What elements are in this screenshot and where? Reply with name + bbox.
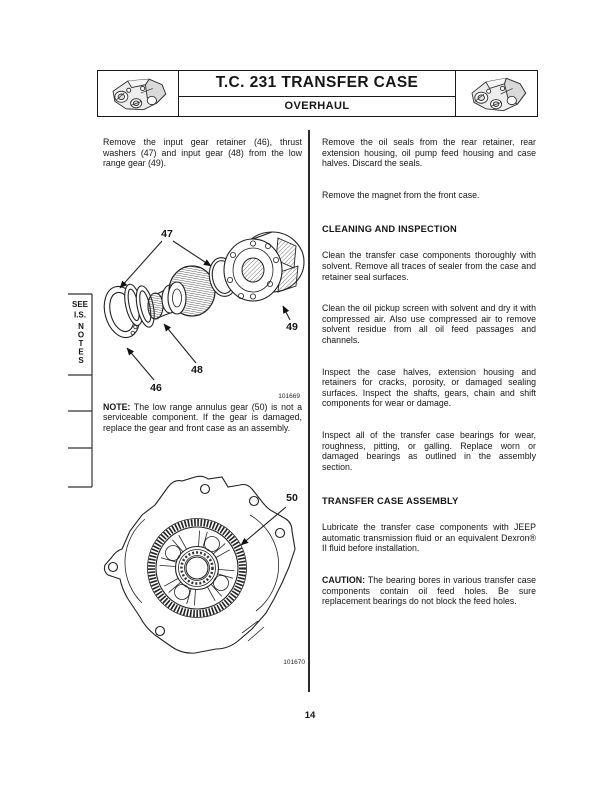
figure2-id: 101670: [283, 658, 305, 666]
note-paragraph: [103, 402, 302, 434]
tab-letter: T: [78, 339, 84, 348]
callout-47: 47: [161, 227, 173, 240]
right-para-oil-seals: Remove the oil seals from the rear retainer, rear extension housing, oil pump feed housing and case halves. Discard the seals.: [322, 137, 536, 169]
callout-50: 50: [286, 491, 298, 504]
tab-letter: O: [77, 330, 85, 340]
callout-46: 46: [150, 381, 162, 394]
right-para-magnet: Remove the magnet from the front case.: [322, 189, 480, 200]
transfer-case-icon: [101, 73, 175, 115]
tab-label-see: SEE: [71, 300, 89, 309]
see-is-notes-tab: [66, 290, 96, 492]
heading-cleaning-inspection: CLEANING AND INSPECTION: [322, 224, 457, 235]
input-gear-drawing: [148, 266, 215, 319]
page-subtitle: OVERHAUL: [284, 100, 350, 113]
caution-paragraph: [322, 575, 536, 607]
header-right-icon-box: [456, 71, 537, 116]
annulus-gear-drawing: [148, 518, 247, 617]
tab-letter: N: [78, 322, 84, 331]
tab-letter: E: [78, 347, 84, 357]
caution-text: The bearing bores in various transfer case components contain oil feed holes. Be sure replacement bearings do not block the feed holes.: [322, 575, 536, 607]
left-para-remove-input-gear: Remove the input gear retainer (46), thrust washers (47) and input gear (48) from the low range gear (49).: [103, 137, 302, 169]
header-title-block: [178, 71, 456, 116]
callout-48: 48: [191, 363, 203, 376]
right-para-lubricate: Lubricate the transfer case components with JEEP automatic transmission fluid or an equivalent Dexron® II fluid before installation.: [322, 522, 536, 554]
note-text: The low range annulus gear (50) is not a serviceable component. If the gear is damaged, replace the gear and front case as an assembly.: [103, 401, 302, 433]
transfer-case-icon: [460, 73, 534, 115]
right-para-inspect-bearings: Inspect all of the transfer case bearings for wear, roughness, pitting, or galling. Replace worn or damaged bearings as outlined in the assembly section.: [322, 429, 536, 472]
right-para-clean-components: Clean the transfer case components thoroughly with solvent. Remove all traces of sealer from the case and retainer seal surfaces.: [322, 250, 536, 282]
header-left-icon-box: [98, 71, 178, 116]
figure1-id: 101669: [278, 392, 300, 400]
page-header: [97, 70, 538, 117]
column-divider-rule: [308, 130, 310, 692]
page-number: 14: [304, 710, 316, 721]
header-title-row: [179, 71, 455, 97]
tab-label-is: I.S.: [73, 310, 87, 320]
tab-letter: S: [78, 356, 84, 365]
low-range-gear-drawing: [224, 232, 304, 301]
right-para-inspect-case-halves: Inspect the case halves, extension housing and retainers for cracks, porosity, or damaged sealing surfaces. Inspect the shafts, gears, chain and shift components for wear or damage.: [322, 366, 536, 409]
left-column: [103, 137, 305, 671]
header-subtitle-row: [179, 97, 455, 117]
figure-front-case-annulus-gear: [100, 471, 308, 671]
caution-label: CAUTION:: [322, 575, 366, 586]
note-label: NOTE:: [103, 401, 131, 412]
page-title: T.C. 231 TRANSFER CASE: [215, 74, 419, 92]
heading-transfer-case-assembly: TRANSFER CASE ASSEMBLY: [322, 496, 459, 507]
callout-49: 49: [286, 320, 298, 333]
right-column: [322, 137, 536, 628]
figure-exploded-input-gear: [100, 210, 308, 402]
right-para-clean-pickup-screen: Clean the oil pickup screen with solvent and dry it with compressed air. Also use compressed air to remove solvent residue from all oil feed passages and channels.: [322, 303, 536, 345]
